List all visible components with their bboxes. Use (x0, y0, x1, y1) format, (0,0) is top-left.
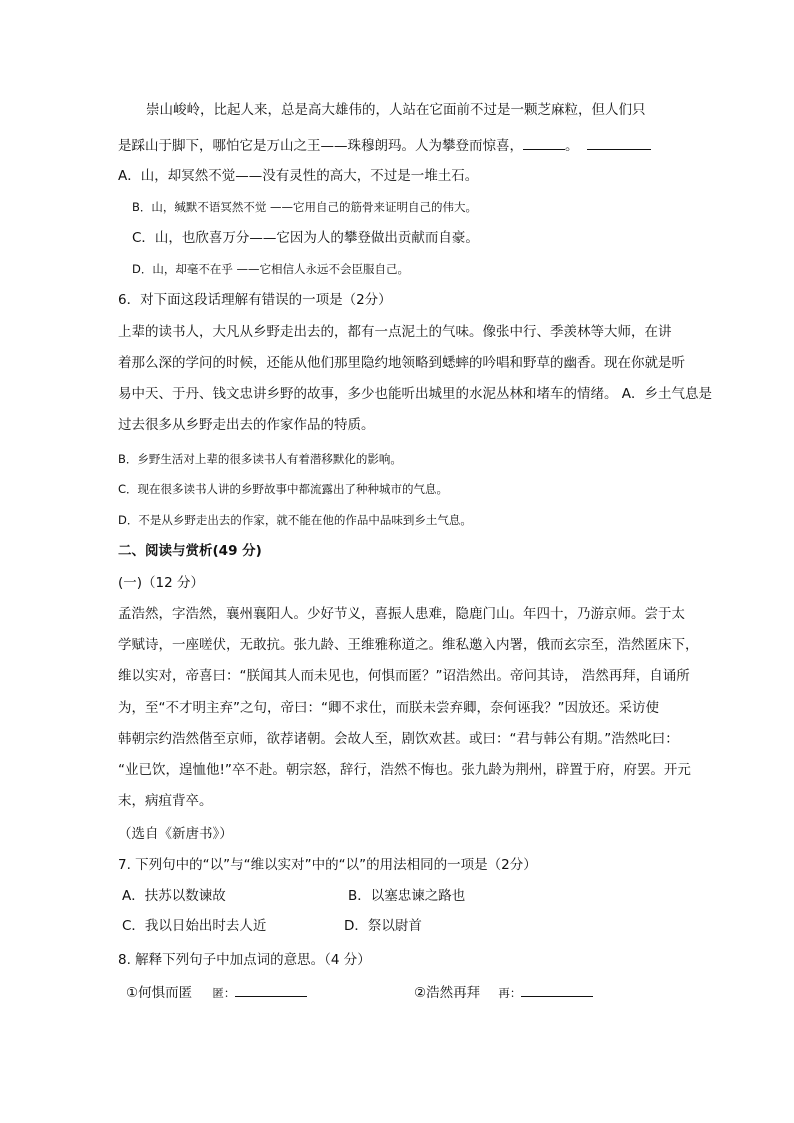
passage-line1: 孟浩然，字浩然，襄州襄阳人。少好节义，喜振人患难，隐鹿门山。年四十，乃游京师。尝于太 (118, 606, 685, 622)
passage-line3: 维以实对，帝喜曰：“朕闻其人而未见也，何惧而匿？”诏浩然出。帝问其诗， 浩然再拜，自诵所 (118, 668, 690, 684)
q7-stem: 7. 下列句中的“以”与“维以实对”中的“以”的用法相同的一项是（2分） (118, 857, 537, 873)
q5-option-b: B．山，缄默不语冥然不觉 ——它用自己的筋骨来证明自己的伟大。 (132, 200, 478, 214)
passage-line7: 末，病疽背卒。 (118, 793, 213, 809)
q8-item2 (414, 982, 593, 1003)
q6-passage-line3: 易中天、于丹、钱文忠讲乡野的故事，多少也能听出城里的水泥丛林和堵车的情绪。 A．乡土气息是 (118, 386, 713, 402)
q7-option-c: C．我以日始出时去人近 (122, 918, 267, 934)
q5-stem-text: 是踩山于脚下，哪怕它是万山之王——珠穆朗玛。人为攀登而惊喜， (118, 138, 523, 154)
q8-item2-sentence: ②浩然再拜 (414, 985, 481, 1001)
passage-line2: 学赋诗，一座嗟伏，无敢抗。张九龄、王维雅称道之。维私邀入内署，俄而玄宗至，浩然匿床下， (118, 637, 699, 653)
q7-option-b: B．以塞忠谏之路也 (348, 888, 466, 904)
section-title: 二、阅读与赏析(49 分) (118, 543, 262, 559)
q8-item2-answer-blank[interactable] (521, 982, 593, 997)
q5-option-a: A．山，却冥然不觉——没有灵性的高大，不过是一堆土石。 (118, 168, 479, 184)
q6-passage-line1: 上辈的读书人，大凡从乡野走出去的，都有一点泥土的气味。像张中行、季羡林等大师，在讲 (118, 324, 672, 340)
q8-item1-word: 匿： (212, 986, 236, 1000)
q8-stem: 8. 解释下列句子中加点词的意思。（4 分） (118, 952, 371, 968)
q8-item1-sentence: ①何惧而匿 (126, 985, 193, 1001)
q6-passage-line2: 着那么深的学问的时候，还能从他们那里隐约地领略到蟋蟀的吟唱和野草的幽香。现在你就是听 (118, 355, 685, 371)
q5-blank-short (523, 135, 565, 150)
q8-item1 (126, 982, 307, 1003)
q6-option-b: B．乡野生活对上辈的很多读书人有着潜移默化的影响。 (118, 452, 402, 466)
q8-item2-word: 再： (498, 986, 522, 1000)
q5-option-c: C．山，也欣喜万分——它因为人的攀登做出贡献而自豪。 (132, 230, 479, 246)
q5-stem-line2 (118, 135, 651, 156)
q5-stem-end: 。 (565, 138, 579, 154)
passage-line5: 韩朝宗约浩然偕至京师，欲荐诸朝。会故人至，剧饮欢甚。或曰：“君与韩公有期。”浩然叱曰： (118, 731, 679, 747)
q5-option-d: D．山，却毫不在乎 ——它相信人永远不会臣服自己。 (132, 262, 410, 276)
section-part-heading: (一)（12 分） (118, 575, 205, 591)
passage-line6: “业已饮，遑恤他!”卒不赴。朝宗怒，辞行，浩然不悔也。张九龄为荆州，辟置于府，府罢。开元 (118, 762, 691, 778)
q5-blank-long (587, 135, 651, 150)
q8-item1-answer-blank[interactable] (235, 982, 307, 997)
passage-source: （选自《新唐书》） (118, 826, 233, 842)
q7-option-a: A．扶苏以数谏故 (122, 888, 226, 904)
q7-option-d: D．祭以尉首 (344, 918, 422, 934)
q6-stem: 6．对下面这段话理解有错误的一项是（2分） (118, 292, 392, 308)
q6-passage-line4: 过去很多从乡野走出去的作家作品的特质。 (118, 417, 375, 433)
q5-stem-line1: 崇山峻岭，比起人来，总是高大雄伟的，人站在它面前不过是一颗芝麻粒，但人们只 (146, 102, 646, 118)
passage-line4: 为，至“不才明主弃”之句，帝曰：“卿不求仕，而朕未尝弃卿，奈何诬我？”因放还。采访使 (118, 700, 659, 716)
q6-option-d: D．不是从乡野走出去的作家，就不能在他的作品中品味到乡土气息。 (118, 513, 472, 527)
q6-option-c: C．现在很多读书人讲的乡野故事中都流露出了种种城市的气息。 (118, 482, 449, 496)
